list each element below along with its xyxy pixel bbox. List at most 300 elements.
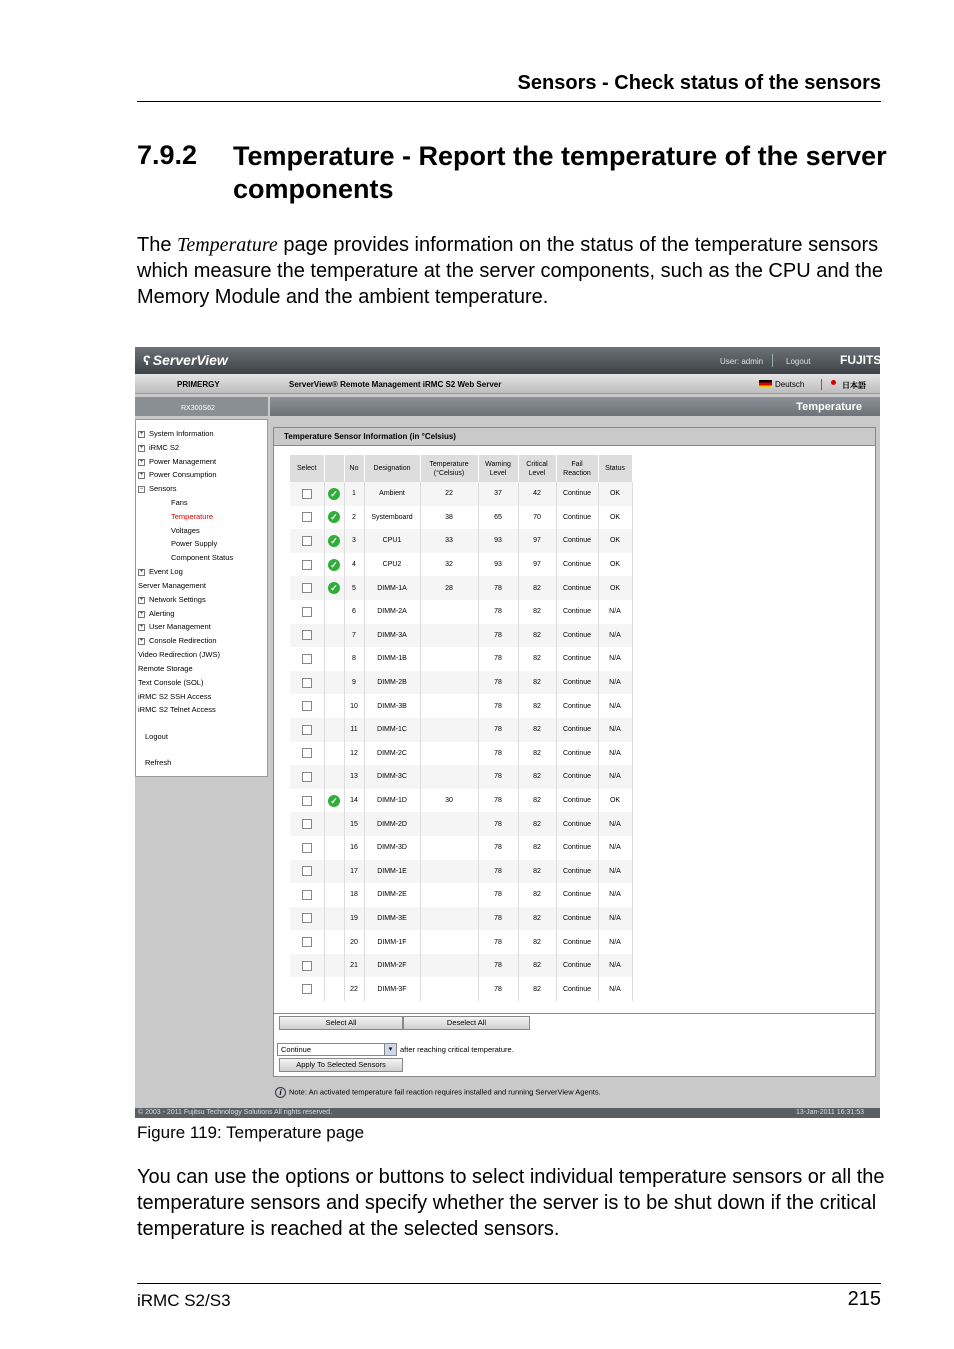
cell-no: 10 <box>344 694 364 718</box>
status-icon-cell <box>324 624 344 648</box>
sensor-checkbox[interactable] <box>302 984 312 994</box>
select-cell <box>290 718 324 742</box>
sidebar-item[interactable] <box>138 457 216 466</box>
cell-designation: CPU2 <box>364 553 420 577</box>
header-rule <box>137 101 881 102</box>
cell-no: 22 <box>344 977 364 1001</box>
sidebar-item[interactable] <box>138 636 217 645</box>
cell-critical: 70 <box>518 506 556 530</box>
sensor-checkbox[interactable] <box>302 819 312 829</box>
cell-status: OK <box>598 553 632 577</box>
sidebar-item[interactable] <box>138 664 193 673</box>
timestamp: 13-Jan-2011 16:31:53 <box>796 1109 864 1116</box>
language-japanese-link[interactable]: 日本語 <box>842 381 866 390</box>
sidebar-item-label: System Information <box>149 429 214 438</box>
cell-reaction: Continue <box>556 836 598 860</box>
cell-critical: 82 <box>518 930 556 954</box>
cell-temp: 38 <box>420 506 478 530</box>
sensor-checkbox[interactable] <box>302 630 312 640</box>
sidebar-item[interactable] <box>171 498 188 507</box>
sidebar-item[interactable] <box>138 609 174 618</box>
table-row <box>290 529 632 553</box>
cell-temp: 33 <box>420 529 478 553</box>
section-title: Temperature - Report the temperature of the server components <box>233 141 887 204</box>
expand-icon[interactable]: + <box>139 610 144 617</box>
cell-designation: DIMM-1C <box>364 718 420 742</box>
cell-warning: 78 <box>478 883 518 907</box>
screenshot-figure <box>135 347 891 1118</box>
cell-temp <box>420 930 478 954</box>
cell-status: N/A <box>598 883 632 907</box>
cell-critical: 82 <box>518 671 556 695</box>
sensor-checkbox[interactable] <box>302 607 312 617</box>
cell-reaction: Continue <box>556 812 598 836</box>
cell-reaction: Continue <box>556 765 598 789</box>
cell-critical: 82 <box>518 600 556 624</box>
status-icon-cell <box>324 600 344 624</box>
sensor-checkbox[interactable] <box>302 843 312 853</box>
cell-no: 20 <box>344 930 364 954</box>
cell-critical: 82 <box>518 883 556 907</box>
cell-designation: DIMM-2A <box>364 600 420 624</box>
sidebar-item-label: Text Console (SOL) <box>138 678 204 687</box>
ok-check-icon: ✓ <box>328 535 340 547</box>
intro-paragraph <box>137 232 887 310</box>
cell-temp: 30 <box>420 789 478 813</box>
cell-reaction: Continue <box>556 907 598 931</box>
cell-critical: 82 <box>518 647 556 671</box>
content-panel <box>273 427 876 1077</box>
table-row <box>290 765 632 789</box>
sidebar-item[interactable] <box>138 705 216 714</box>
sidebar-item-label: Server Management <box>138 581 206 590</box>
select-cell <box>290 954 324 978</box>
sidebar-item[interactable] <box>138 443 179 452</box>
cell-warning: 78 <box>478 907 518 931</box>
sensor-checkbox[interactable] <box>302 536 312 546</box>
cell-status: N/A <box>598 671 632 695</box>
select-cell <box>290 883 324 907</box>
cell-designation: Systemboard <box>364 506 420 530</box>
cell-no: 7 <box>344 624 364 648</box>
ok-check-icon: ✓ <box>328 511 340 523</box>
cell-warning: 78 <box>478 718 518 742</box>
cell-critical: 82 <box>518 977 556 1001</box>
apply-to-selected-button[interactable]: Apply To Selected Sensors <box>279 1058 403 1072</box>
cell-no: 6 <box>344 600 364 624</box>
cell-designation: CPU1 <box>364 529 420 553</box>
expand-icon[interactable]: + <box>139 623 144 630</box>
cell-critical: 42 <box>518 482 556 506</box>
cell-warning: 78 <box>478 977 518 1001</box>
sidebar-item-label: iRMC S2 <box>149 443 180 452</box>
select-value: Continue <box>281 1045 312 1054</box>
select-cell <box>290 647 324 671</box>
cell-warning: 78 <box>478 954 518 978</box>
status-icon-cell <box>324 789 344 813</box>
cell-no: 5 <box>344 576 364 600</box>
sidebar-nav <box>135 419 268 777</box>
select-cell <box>290 742 324 766</box>
web-server-title: ServerView® Remote Management iRMC S2 Web Server <box>289 380 502 389</box>
info-icon: i <box>275 1087 286 1098</box>
sidebar-item-label: Power Consumption <box>149 470 217 479</box>
cell-no: 8 <box>344 647 364 671</box>
status-icon-cell <box>324 718 344 742</box>
divider <box>772 354 773 367</box>
cell-critical: 82 <box>518 789 556 813</box>
status-icon-cell <box>324 860 344 884</box>
cell-reaction: Continue <box>556 506 598 530</box>
sidebar-item-label: Network Settings <box>149 595 206 604</box>
status-icon-cell <box>324 765 344 789</box>
intro-text-pre: The <box>137 234 178 256</box>
cell-status: N/A <box>598 812 632 836</box>
cell-no: 19 <box>344 907 364 931</box>
cell-temp: 32 <box>420 553 478 577</box>
cell-warning: 93 <box>478 529 518 553</box>
sub-bar <box>135 374 880 394</box>
sidebar-item-label: Logout <box>145 732 168 741</box>
table-row <box>290 977 632 1001</box>
status-icon-cell <box>324 836 344 860</box>
cell-status: OK <box>598 576 632 600</box>
sidebar-item[interactable] <box>145 732 168 741</box>
cell-no: 17 <box>344 860 364 884</box>
ok-check-icon: ✓ <box>328 795 340 807</box>
expand-icon[interactable]: + <box>139 471 144 478</box>
copyright-text: © 2003 - 2011 Fujitsu Technology Solutions All rights reserved. <box>138 1109 333 1116</box>
cell-reaction: Continue <box>556 600 598 624</box>
expand-icon[interactable]: + <box>139 568 144 575</box>
sensor-checkbox[interactable] <box>302 489 312 499</box>
ok-check-icon: ✓ <box>328 559 340 571</box>
cell-reaction: Continue <box>556 529 598 553</box>
sidebar-item[interactable] <box>138 484 177 493</box>
sensor-checkbox[interactable] <box>302 796 312 806</box>
sidebar-item[interactable] <box>138 650 220 659</box>
figure-caption: Figure 119: Temperature page <box>137 1123 365 1142</box>
cell-status: N/A <box>598 765 632 789</box>
sidebar-item-label: User Management <box>149 622 211 631</box>
cell-no: 15 <box>344 812 364 836</box>
sensor-checkbox[interactable] <box>302 866 312 876</box>
select-cell <box>290 930 324 954</box>
sidebar-item[interactable] <box>138 692 211 701</box>
cell-no: 2 <box>344 506 364 530</box>
sidebar-item-label: Voltages <box>171 526 200 535</box>
cell-designation: DIMM-1A <box>364 576 420 600</box>
cell-temp <box>420 694 478 718</box>
cell-reaction: Continue <box>556 553 598 577</box>
table-row <box>290 576 632 600</box>
cell-warning: 78 <box>478 694 518 718</box>
cell-no: 16 <box>344 836 364 860</box>
after-reaching-label: after reaching critical temperature. <box>400 1045 514 1054</box>
cell-reaction: Continue <box>556 742 598 766</box>
cell-critical: 82 <box>518 576 556 600</box>
table-row <box>290 930 632 954</box>
copyright-bar <box>135 1108 880 1118</box>
cell-critical: 97 <box>518 553 556 577</box>
cell-no: 13 <box>344 765 364 789</box>
cell-temp <box>420 907 478 931</box>
cell-status: OK <box>598 789 632 813</box>
cell-status: N/A <box>598 977 632 1001</box>
cell-warning: 37 <box>478 482 518 506</box>
sidebar-item[interactable] <box>138 470 217 479</box>
sensor-checkbox[interactable] <box>302 701 312 711</box>
status-icon-cell <box>324 506 344 530</box>
sensor-checkbox[interactable] <box>302 772 312 782</box>
status-icon-cell <box>324 576 344 600</box>
table-row <box>290 553 632 577</box>
cell-status: N/A <box>598 694 632 718</box>
cell-status: N/A <box>598 742 632 766</box>
select-cell <box>290 860 324 884</box>
cell-reaction: Continue <box>556 883 598 907</box>
cell-status: OK <box>598 482 632 506</box>
cell-temp: 28 <box>420 576 478 600</box>
deselect-all-button[interactable]: Deselect All <box>403 1016 530 1030</box>
cell-critical: 82 <box>518 765 556 789</box>
column-header: Critical Level <box>518 455 556 482</box>
sensor-checkbox[interactable] <box>302 937 312 947</box>
status-icon-cell <box>324 529 344 553</box>
cell-reaction: Continue <box>556 482 598 506</box>
cell-temp <box>420 718 478 742</box>
sidebar-item-label: Power Supply <box>171 539 218 548</box>
cell-status: N/A <box>598 860 632 884</box>
divider <box>821 379 822 390</box>
expand-icon[interactable]: + <box>139 637 144 644</box>
cell-no: 21 <box>344 954 364 978</box>
sidebar-item[interactable] <box>171 553 233 562</box>
cell-temp <box>420 624 478 648</box>
column-header: Select <box>290 455 324 482</box>
table-row <box>290 907 632 931</box>
sensor-checkbox[interactable] <box>302 560 312 570</box>
cell-temp <box>420 954 478 978</box>
cell-critical: 82 <box>518 624 556 648</box>
status-icon-cell <box>324 812 344 836</box>
cell-designation: DIMM-2C <box>364 742 420 766</box>
sidebar-item-label: Fans <box>171 498 188 507</box>
cell-critical: 82 <box>518 954 556 978</box>
status-icon-cell <box>324 907 344 931</box>
table-row <box>290 647 632 671</box>
status-icon-cell <box>324 883 344 907</box>
cell-warning: 78 <box>478 930 518 954</box>
actions-divider <box>274 1013 875 1015</box>
status-icon-cell <box>324 647 344 671</box>
cell-reaction: Continue <box>556 860 598 884</box>
cell-warning: 78 <box>478 812 518 836</box>
cell-warning: 78 <box>478 789 518 813</box>
sidebar-item[interactable] <box>171 526 200 535</box>
serverview-logo <box>143 352 228 368</box>
intro-page-name: Temperature <box>177 234 278 256</box>
status-icon-cell <box>324 742 344 766</box>
cell-status: N/A <box>598 930 632 954</box>
expand-icon[interactable]: + <box>139 458 144 465</box>
sensor-checkbox[interactable] <box>302 512 312 522</box>
cell-temp <box>420 742 478 766</box>
sidebar-item[interactable] <box>138 567 183 576</box>
cell-temp <box>420 977 478 1001</box>
user-label: User: admin <box>720 357 764 366</box>
sidebar-item[interactable] <box>138 581 206 590</box>
select-cell <box>290 812 324 836</box>
select-cell <box>290 836 324 860</box>
cell-warning: 65 <box>478 506 518 530</box>
cell-designation: DIMM-3E <box>364 907 420 931</box>
sensor-checkbox[interactable] <box>302 583 312 593</box>
cell-critical: 82 <box>518 812 556 836</box>
running-head: Sensors - Check status of the sensors <box>517 72 881 94</box>
chevron-down-icon[interactable]: ▾ <box>384 1044 396 1055</box>
cell-critical: 82 <box>518 836 556 860</box>
cell-warning: 78 <box>478 836 518 860</box>
footer-rule <box>137 1283 881 1284</box>
table-header-row <box>290 455 632 482</box>
cell-temp <box>420 860 478 884</box>
column-header: No <box>344 455 364 482</box>
sensor-checkbox[interactable] <box>302 748 312 758</box>
cell-warning: 78 <box>478 600 518 624</box>
table-row <box>290 812 632 836</box>
cell-designation: DIMM-3C <box>364 765 420 789</box>
select-cell <box>290 624 324 648</box>
cell-temp <box>420 600 478 624</box>
ok-check-icon: ✓ <box>328 488 340 500</box>
expand-icon[interactable]: + <box>139 430 144 437</box>
cell-temp <box>420 671 478 695</box>
cell-status: N/A <box>598 647 632 671</box>
footer-product: iRMC S2/S3 <box>137 1291 231 1310</box>
select-all-button[interactable]: Select All <box>279 1016 403 1030</box>
fail-reaction-select[interactable] <box>277 1043 397 1056</box>
cell-warning: 78 <box>478 742 518 766</box>
cell-warning: 78 <box>478 624 518 648</box>
select-cell <box>290 694 324 718</box>
note-text: Note: An activated temperature fail reaction requires installed and running ServerView Agents. <box>289 1087 601 1097</box>
page-number: 215 <box>847 1288 881 1310</box>
sensor-checkbox[interactable] <box>302 725 312 735</box>
table-row <box>290 860 632 884</box>
sensor-checkbox[interactable] <box>302 678 312 688</box>
cell-no: 3 <box>344 529 364 553</box>
top-bar <box>135 347 891 374</box>
sidebar-item[interactable] <box>138 622 211 631</box>
status-icon-cell <box>324 954 344 978</box>
table-row <box>290 506 632 530</box>
sidebar-item[interactable] <box>171 512 213 521</box>
server-model: RX300S62 <box>181 405 215 412</box>
table-row <box>290 883 632 907</box>
intro-text-post: page provides information on the status of the temperature sensors which measure the temperature at the server components, such as the CPU and the Memory Module and the ambient temperature. <box>137 234 883 308</box>
sensor-checkbox[interactable] <box>302 961 312 971</box>
sensor-checkbox[interactable] <box>302 913 312 923</box>
cell-designation: DIMM-3D <box>364 836 420 860</box>
cell-reaction: Continue <box>556 954 598 978</box>
cell-temp <box>420 647 478 671</box>
status-icon-cell <box>324 553 344 577</box>
select-cell <box>290 529 324 553</box>
column-header: Warning Level <box>478 455 518 482</box>
column-header: Status <box>598 455 632 482</box>
sensor-checkbox[interactable] <box>302 890 312 900</box>
cell-critical: 82 <box>518 694 556 718</box>
cell-designation: DIMM-2B <box>364 671 420 695</box>
fujitsu-logo: FUJITSU <box>840 353 891 367</box>
table-row <box>290 836 632 860</box>
column-header: Designation <box>364 455 420 482</box>
cell-designation: DIMM-1D <box>364 789 420 813</box>
cell-reaction: Continue <box>556 671 598 695</box>
cell-no: 4 <box>344 553 364 577</box>
cell-status: OK <box>598 529 632 553</box>
sensor-checkbox[interactable] <box>302 654 312 664</box>
sidebar-item[interactable] <box>138 429 214 438</box>
panel-title: Temperature Sensor Information (in °Celsius) <box>274 428 875 446</box>
select-cell <box>290 977 324 1001</box>
cell-reaction: Continue <box>556 694 598 718</box>
cell-no: 12 <box>344 742 364 766</box>
logo-text: ServerView <box>152 352 228 368</box>
cell-status: N/A <box>598 907 632 931</box>
cell-designation: Ambient <box>364 482 420 506</box>
sidebar-item-label: Refresh <box>145 758 172 767</box>
sidebar-item-label: iRMC S2 SSH Access <box>138 692 212 701</box>
cell-designation: DIMM-3A <box>364 624 420 648</box>
expand-icon[interactable]: + <box>139 596 144 603</box>
cell-critical: 82 <box>518 718 556 742</box>
cell-temp <box>420 765 478 789</box>
logout-link[interactable]: Logout <box>786 357 811 366</box>
sidebar-item-label: Console Redirection <box>149 636 217 645</box>
cell-warning: 78 <box>478 860 518 884</box>
cell-designation: DIMM-1B <box>364 647 420 671</box>
cell-status: N/A <box>598 600 632 624</box>
cell-status: N/A <box>598 836 632 860</box>
cell-designation: DIMM-1E <box>364 860 420 884</box>
sidebar-item[interactable] <box>138 595 206 604</box>
table-row <box>290 600 632 624</box>
sidebar-item-label: Temperature <box>171 512 214 521</box>
cell-reaction: Continue <box>556 930 598 954</box>
sidebar-item-label: Alerting <box>149 609 175 618</box>
note <box>275 1087 601 1098</box>
cell-no: 18 <box>344 883 364 907</box>
language-deutsch-link[interactable]: Deutsch <box>775 380 805 389</box>
serverview-logo-icon: ʕ <box>143 352 151 368</box>
cell-warning: 78 <box>478 576 518 600</box>
sidebar-item[interactable] <box>138 678 203 687</box>
collapse-icon[interactable]: − <box>139 485 144 492</box>
cell-designation: DIMM-2F <box>364 954 420 978</box>
cell-reaction: Continue <box>556 718 598 742</box>
sidebar-item[interactable] <box>171 539 217 548</box>
cell-reaction: Continue <box>556 977 598 1001</box>
table-row <box>290 718 632 742</box>
sidebar-item[interactable] <box>145 758 171 767</box>
sidebar-item-label: Component Status <box>171 553 234 562</box>
cell-status: OK <box>598 506 632 530</box>
table-row <box>290 789 632 813</box>
sensor-table <box>290 455 633 1001</box>
expand-icon[interactable]: + <box>139 444 144 451</box>
